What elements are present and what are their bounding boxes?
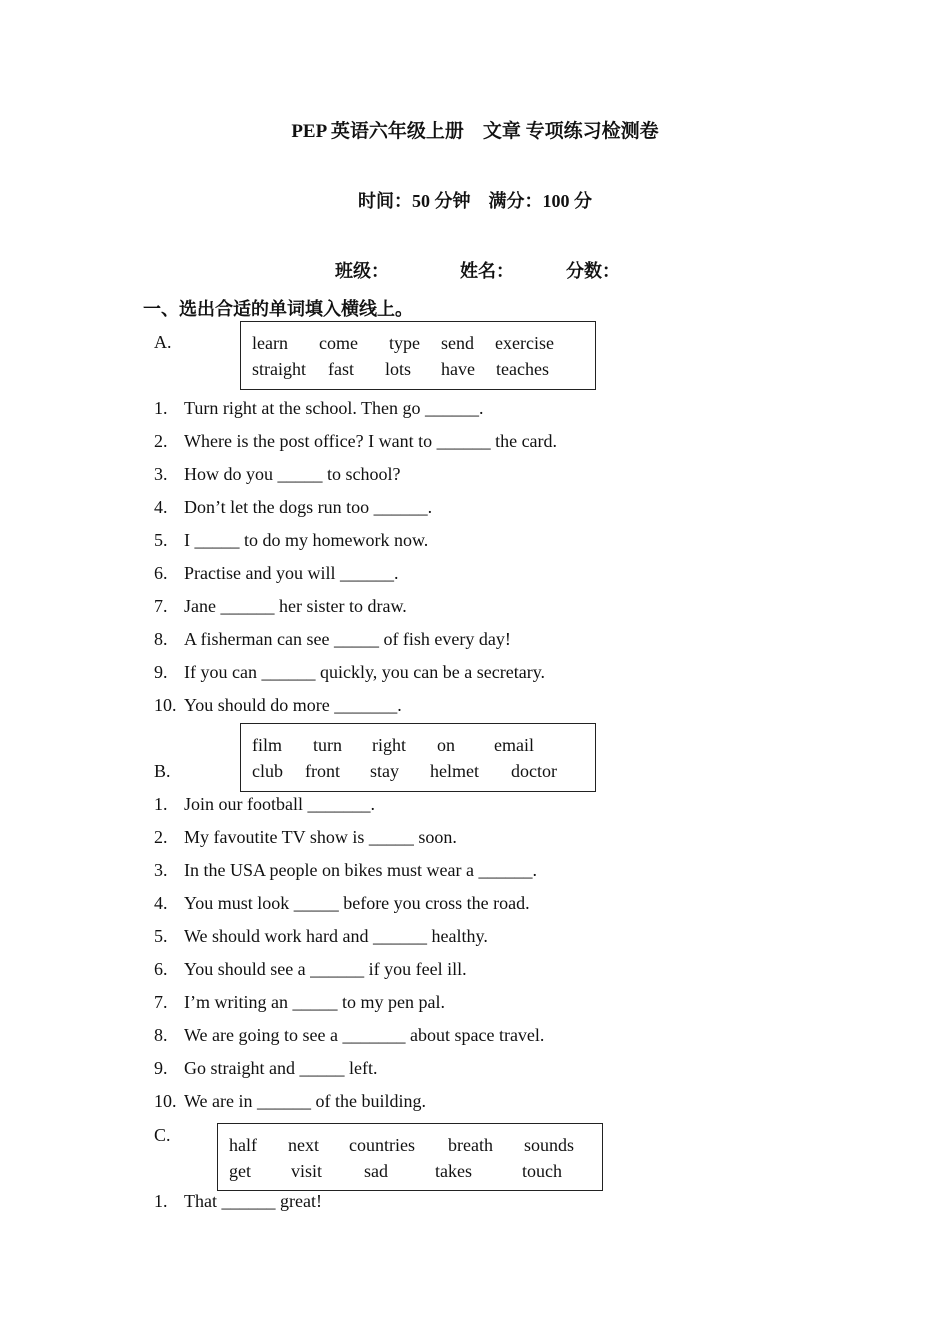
word-bank-item: breath — [448, 1135, 493, 1155]
section-heading: 一、选出合适的单词填入横线上。 — [143, 299, 413, 319]
word-bank-item: turn — [313, 735, 342, 755]
word-bank-item: straight — [252, 359, 306, 379]
time-and-score-line: 时间：50 分钟 满分：100 分 — [358, 191, 592, 211]
word-bank-item: lots — [385, 359, 412, 379]
word-bank-item: takes — [435, 1161, 472, 1181]
word-bank-item: email — [494, 735, 534, 755]
question-item: 8. We are going to see a _______ about space travel. — [154, 1025, 545, 1045]
question-item: 5. We should work hard and ______ healthy. — [154, 926, 488, 946]
question-item: 4. You must look _____ before you cross the road. — [154, 893, 530, 913]
word-bank-item: on — [437, 735, 455, 755]
question-item: 1. That ______ great! — [154, 1191, 322, 1211]
word-bank-item: right — [372, 735, 406, 755]
word-bank-item: half — [229, 1135, 257, 1155]
word-bank-item: doctor — [511, 761, 557, 781]
question-item: 1. Join our football _______. — [154, 794, 375, 814]
word-bank-item: type — [389, 333, 420, 353]
class-label: 班级： — [335, 261, 389, 281]
word-bank-item: film — [252, 735, 282, 755]
word-bank-item: helmet — [430, 761, 479, 781]
question-item: 10. You should do more _______. — [154, 695, 402, 715]
word-bank-item: get — [229, 1161, 251, 1181]
question-item: 6. You should see a ______ if you feel ill. — [154, 959, 467, 979]
word-bank-item: teaches — [496, 359, 549, 379]
page-title: PEP 英语六年级上册 文章 专项练习检测卷 — [291, 121, 659, 142]
part-c-word-box — [217, 1123, 603, 1191]
part-a-word-box — [240, 321, 596, 390]
question-item: 10. We are in ______ of the building. — [154, 1091, 426, 1111]
question-item: 3. How do you _____ to school? — [154, 464, 401, 484]
question-item: 8. A fisherman can see _____ of fish every day! — [154, 629, 511, 649]
word-bank-item: touch — [522, 1161, 562, 1181]
word-bank-item: have — [441, 359, 475, 379]
question-item: 7. I’m writing an _____ to my pen pal. — [154, 992, 445, 1012]
word-bank-item: send — [441, 333, 474, 353]
name-label: 姓名： — [460, 261, 514, 281]
word-bank-item: learn — [252, 333, 288, 353]
word-bank-item: next — [288, 1135, 319, 1155]
question-item: 3. In the USA people on bikes must wear a ______. — [154, 860, 537, 880]
word-bank-item: countries — [349, 1135, 415, 1155]
question-item: 1. Turn right at the school. Then go ______. — [154, 398, 484, 418]
word-bank-item: sad — [364, 1161, 388, 1181]
question-item: 7. Jane ______ her sister to draw. — [154, 596, 407, 616]
word-bank-item: fast — [328, 359, 354, 379]
question-item: 2. My favoutite TV show is _____ soon. — [154, 827, 457, 847]
question-item: 6. Practise and you will ______. — [154, 563, 399, 583]
part-a-label: A. — [154, 332, 172, 352]
question-item: 4. Don’t let the dogs run too ______. — [154, 497, 433, 517]
question-item: 9. If you can ______ quickly, you can be a secretary. — [154, 662, 546, 682]
question-item: 9. Go straight and _____ left. — [154, 1058, 378, 1078]
word-bank-item: sounds — [524, 1135, 575, 1155]
part-b-label: B. — [154, 761, 171, 781]
score-label: 分数： — [566, 261, 620, 281]
word-bank-item: front — [305, 761, 340, 781]
question-item: 5. I _____ to do my homework now. — [154, 530, 429, 550]
part-b-word-box — [240, 723, 596, 792]
word-bank-item: come — [319, 333, 358, 353]
word-bank-item: club — [252, 761, 283, 781]
question-item: 2. Where is the post office? I want to ______ the card. — [154, 431, 558, 451]
word-bank-item: exercise — [495, 333, 554, 353]
word-bank-item: stay — [370, 761, 399, 781]
word-bank-item: visit — [291, 1161, 323, 1181]
part-c-label: C. — [154, 1125, 171, 1145]
